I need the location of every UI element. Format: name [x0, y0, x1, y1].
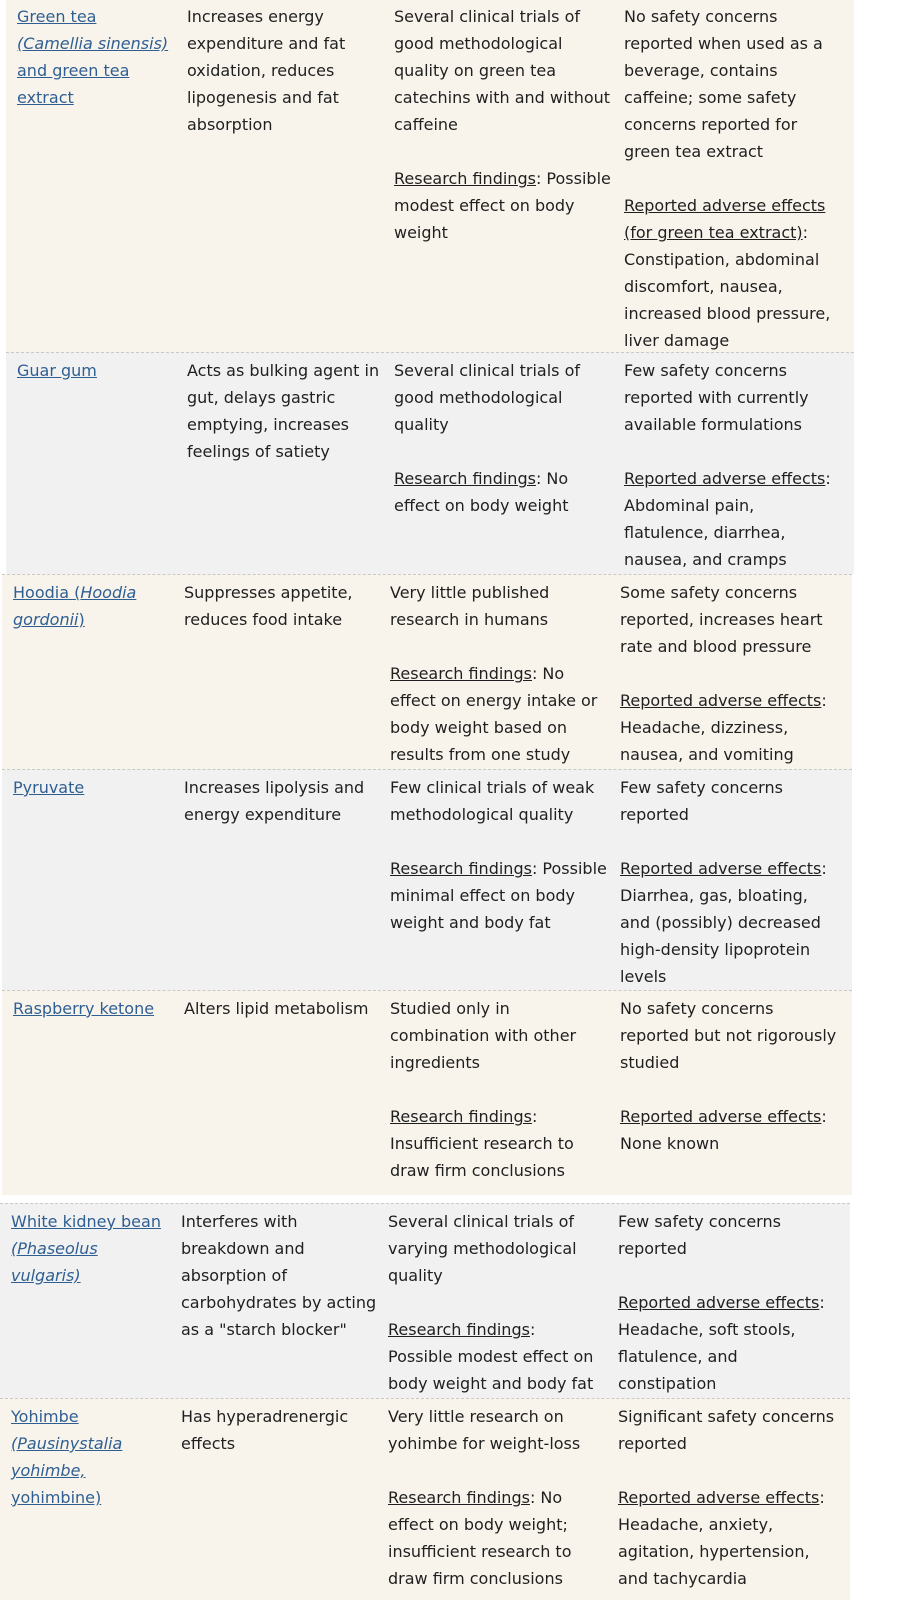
mechanism-cell: [181, 1403, 379, 1457]
mechanism-text: Has hyperadrenergic effects: [181, 1407, 349, 1453]
supplement-name-cell: [11, 1403, 141, 1511]
table-row: [0, 1398, 850, 1600]
safety-text: Few safety concerns reported: [620, 778, 783, 824]
table-row: [2, 574, 852, 769]
safety-cell: [624, 357, 842, 573]
supplement-name-cell: [13, 774, 168, 801]
supplement-link-yohimbe[interactable]: Yohimbe (Pausinystalia yohimbe, yohimbine): [11, 1407, 123, 1507]
mechanism-cell: [187, 3, 385, 138]
findings-text: Research findings: No effect on energy intake or body weight based on results from one study: [390, 664, 598, 764]
supplement-link-raspberry-ketone[interactable]: Raspberry ketone: [13, 999, 155, 1018]
supplement-link-guar-gum[interactable]: Guar gum: [17, 361, 97, 380]
findings-label: Research findings: [390, 664, 532, 683]
safety-cell: [620, 774, 838, 990]
mechanism-cell: [184, 774, 382, 828]
safety-text: No safety concerns reported but not rigorously studied: [620, 999, 837, 1072]
safety-text: Significant safety concerns reported: [618, 1407, 835, 1453]
mechanism-text: Suppresses appetite, reduces food intake: [184, 583, 353, 629]
adverse-effects-text: Reported adverse effects: Headache, soft stools, flatulence, and constipation: [618, 1293, 825, 1393]
evidence-cell: [388, 1403, 588, 1592]
mechanism-text: Alters lipid metabolism: [184, 999, 369, 1018]
evidence-cell: [390, 995, 590, 1184]
evidence-text: Several clinical trials of good methodological quality on green tea catechins with and without caffeine: [394, 7, 611, 134]
findings-label: Research findings: [390, 859, 532, 878]
adverse-effects-text: Reported adverse effects: Headache, anxiety, agitation, hypertension, and tachycardia: [618, 1488, 825, 1588]
safety-text: Few safety concerns reported: [618, 1212, 781, 1258]
mechanism-cell: [184, 995, 384, 1022]
table-row: [6, 0, 854, 359]
supplement-name-cell: [17, 357, 177, 384]
mechanism-text: Increases lipolysis and energy expenditure: [184, 778, 365, 824]
findings-text: Research findings: Possible modest effect on body weight and body fat: [388, 1320, 594, 1393]
mechanism-text: Increases energy expenditure and fat oxidation, reduces lipogenesis and fat absorption: [187, 7, 346, 134]
evidence-cell: [388, 1208, 603, 1397]
supplement-name-cell: [17, 3, 177, 111]
mechanism-text: Acts as bulking agent in gut, delays gastric emptying, increases feelings of satiety: [187, 361, 380, 461]
supplement-link-pyruvate[interactable]: Pyruvate: [13, 778, 85, 797]
safety-text: Few safety concerns reported with currently available formulations: [624, 361, 809, 434]
findings-text: Research findings: Possible minimal effect on body weight and body fat: [390, 859, 607, 932]
supplement-link-white-kidney-bean[interactable]: White kidney bean (Phaseolus vulgaris): [11, 1212, 161, 1285]
findings-label: Research findings: [390, 1107, 532, 1126]
evidence-cell: [394, 3, 616, 246]
safety-cell: [618, 1403, 843, 1592]
adverse-effects-text: Reported adverse effects: Diarrhea, gas, bloating, and (possibly) decreased high-density lipoprotein levels: [620, 859, 827, 986]
adverse-effects-text: Reported adverse effects: Headache, dizziness, nausea, and vomiting: [620, 691, 827, 764]
findings-label: Research findings: [388, 1488, 530, 1507]
mechanism-cell: [181, 1208, 379, 1343]
findings-label: Research findings: [394, 169, 536, 188]
adverse-effects-label: Reported adverse effects: [618, 1293, 820, 1312]
adverse-effects-label: Reported adverse effects (for green tea extract): [624, 196, 826, 242]
adverse-effects-label: Reported adverse effects: [618, 1488, 820, 1507]
mechanism-cell: [184, 579, 382, 633]
table-row: [0, 1203, 850, 1398]
evidence-text: Very little published research in humans: [390, 583, 550, 629]
evidence-cell: [394, 357, 594, 519]
mechanism-cell: [187, 357, 385, 465]
findings-text: Research findings: No effect on body weight; insufficient research to draw firm conclusions: [388, 1488, 572, 1588]
table-row: [2, 769, 852, 990]
findings-label: Research findings: [388, 1320, 530, 1339]
supplement-name-cell: [13, 995, 178, 1022]
evidence-cell: [390, 774, 610, 936]
safety-cell: [618, 1208, 840, 1397]
evidence-text: Very little research on yohimbe for weight-loss: [388, 1407, 581, 1453]
adverse-effects-label: Reported adverse effects: [620, 691, 822, 710]
adverse-effects-label: Reported adverse effects: [620, 859, 822, 878]
findings-text: Research findings: Insufficient research to draw firm conclusions: [390, 1107, 574, 1180]
findings-text: Research findings: Possible modest effect on body weight: [394, 169, 611, 242]
supplement-name-cell: [11, 1208, 171, 1289]
evidence-text: Several clinical trials of good methodological quality: [394, 361, 581, 434]
evidence-text: Several clinical trials of varying methodological quality: [388, 1212, 577, 1285]
findings-text: Research findings: No effect on body weight: [394, 469, 569, 515]
table-row: [2, 990, 852, 1195]
safety-text: Some safety concerns reported, increases heart rate and blood pressure: [620, 583, 823, 656]
adverse-effects-text: Reported adverse effects (for green tea extract): Constipation, abdominal discomfort, nausea, increased blood pressure, liver damage: [624, 196, 831, 350]
safety-cell: [620, 579, 838, 768]
adverse-effects-text: Reported adverse effects: Abdominal pain, flatulence, diarrhea, nausea, and cramps: [624, 469, 831, 569]
mechanism-text: Interferes with breakdown and absorption of carbohydrates by acting as a "starch blocker": [181, 1212, 377, 1339]
safety-text: No safety concerns reported when used as a beverage, contains caffeine; some safety concerns reported for green tea extract: [624, 7, 823, 161]
evidence-cell: [390, 579, 610, 768]
safety-cell: [624, 3, 834, 354]
adverse-effects-label: Reported adverse effects: [620, 1107, 822, 1126]
supplement-name-cell: [13, 579, 168, 633]
supplement-link-hoodia[interactable]: Hoodia (Hoodia gordonii): [13, 583, 137, 629]
safety-cell: [620, 995, 845, 1157]
evidence-text: Studied only in combination with other ingredients: [390, 999, 577, 1072]
supplement-link-green-tea[interactable]: Green tea (Camellia sinensis) and green tea extract: [17, 7, 169, 107]
evidence-text: Few clinical trials of weak methodological quality: [390, 778, 595, 824]
table-row: [6, 352, 854, 574]
adverse-effects-label: Reported adverse effects: [624, 469, 826, 488]
findings-label: Research findings: [394, 469, 536, 488]
adverse-effects-text: Reported adverse effects: None known: [620, 1107, 827, 1153]
